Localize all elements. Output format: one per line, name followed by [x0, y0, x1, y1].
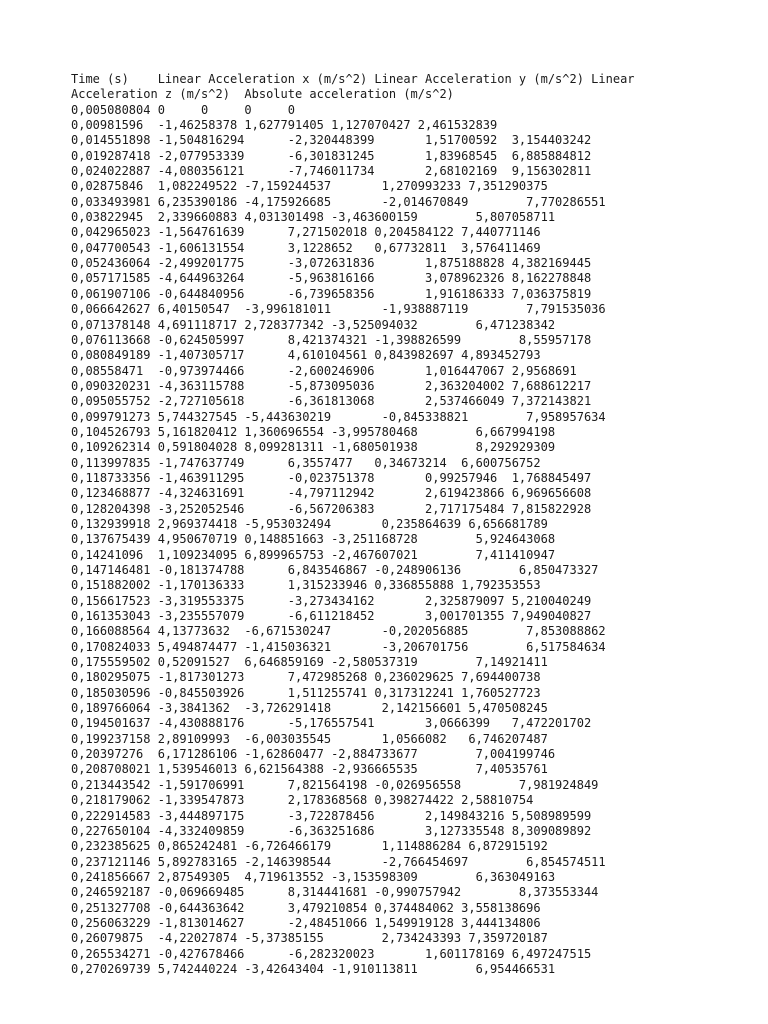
table-row: 0,071378148 4,691118717 2,728377342 -3,525094032 6,471238342 [71, 317, 556, 332]
table-row: 0,132939918 2,969374418 -5,953032494 0,235864639 6,656681789 [71, 516, 548, 531]
table-row: 0,241856667 2,87549305 4,719613552 -3,153598309 6,363049163 [71, 869, 556, 884]
table-row: 0,222914583 -3,444897175 -3,722878456 2,149843216 5,508989599 [71, 808, 592, 823]
table-row: 0,061907106 -0,644840956 -6,739658356 1,916186333 7,036375819 [71, 286, 592, 301]
table-row: 0,109262314 0,591804028 8,099281311 -1,680501938 8,292929309 [71, 440, 556, 455]
table-row: 0,099791273 5,744327545 -5,443630219 -0,845338821 7,958957634 [71, 409, 606, 424]
table-row: 0,156617523 -3,319553375 -3,273434162 2,325879097 5,210040249 [71, 593, 592, 608]
table-row: 0,256063229 -1,813014627 -2,48451066 1,549919128 3,444134806 [71, 915, 541, 930]
table-row: 0,03822945 2,339660883 4,031301498 -3,463600159 5,807058711 [71, 210, 556, 225]
table-row: 0,199237158 2,89109993 -6,003035545 1,0566082 6,746207487 [71, 731, 548, 746]
table-row: 0,26079875 -4,22027874 -5,37385155 2,734243393 7,359720187 [71, 931, 548, 946]
table-row: 0,024022887 -4,080356121 -7,746011734 2,68102169 9,156302811 [71, 164, 592, 179]
table-row: 0,265534271 -0,427678466 -6,282320023 1,601178169 6,497247515 [71, 946, 592, 961]
table-row: 0,128204398 -3,252052546 -6,567206383 2,717175484 7,815822928 [71, 501, 592, 516]
table-row: 0,14241096 1,109234095 6,899965753 -2,467607021 7,411410947 [71, 547, 556, 562]
table-row: 0,218179062 -1,339547873 2,178368568 0,398274422 2,58810754 [71, 793, 534, 808]
data-rows [71, 103, 761, 978]
table-row: 0,104526793 5,161820412 1,360696554 -3,995780468 6,667994198 [71, 424, 556, 439]
table-row: 0,151882002 -1,170136333 1,315233946 0,336855888 1,792353553 [71, 578, 541, 593]
data-table-text [71, 72, 761, 977]
table-row: 0,208708021 1,539546013 6,621564388 -2,936665535 7,40535761 [71, 762, 548, 777]
table-row: 0,180295075 -1,817301273 7,472985268 0,236029625 7,694400738 [71, 670, 541, 685]
table-row: 0,147146481 -0,181374788 6,843546867 -0,248906136 6,850473327 [71, 563, 599, 577]
table-row: 0,057171585 -4,644963264 -5,963816166 3,078962326 8,162278848 [71, 271, 592, 286]
table-row: 0,232385625 0,865242481 -6,726466179 1,114886284 6,872915192 [71, 839, 548, 854]
table-row: 0,090320231 -4,363115788 -5,873095036 2,363204002 7,688612217 [71, 378, 592, 393]
table-row: 0,080849189 -1,407305717 4,610104561 0,843982697 4,893452793 [71, 348, 541, 363]
table-row: 0,213443542 -1,591706991 7,821564198 -0,026956558 7,981924849 [71, 777, 599, 792]
table-row: 0,227650104 -4,332409859 -6,363251686 3,127335548 8,309089892 [71, 823, 592, 838]
table-row: 0,047700543 -1,606131554 3,1228652 0,67732811 3,576411469 [71, 240, 541, 255]
table-row: 0,076113668 -0,624505997 8,421374321 -1,398826599 8,55957178 [71, 332, 592, 347]
table-row: 0,237121146 5,892783165 -2,146398544 -2,766454697 6,854574511 [71, 854, 606, 869]
table-row: 0,170824033 5,494874477 -1,415036321 -3,206701756 6,517584634 [71, 639, 606, 654]
table-row: 0,095055752 -2,727105618 -6,361813068 2,537466049 7,372143821 [71, 394, 592, 409]
table-row: 0,123468877 -4,324631691 -4,797112942 2,619423866 6,969656608 [71, 486, 592, 501]
table-row: 0,066642627 6,40150547 -3,996181011 -1,938887119 7,791535036 [71, 302, 606, 317]
table-row: 0,052436064 -2,499201775 -3,072631836 1,875188828 4,382169445 [71, 256, 592, 271]
table-row: 0,00981596 -1,46258378 1,627791405 1,127070427 2,461532839 [71, 118, 498, 133]
table-row: 0,270269739 5,742440224 -3,42643404 -1,910113811 6,954466531 [71, 961, 556, 976]
table-row: 0,251327708 -0,644363642 3,479210854 0,374484062 3,558138696 [71, 900, 541, 915]
table-row: 0,175559502 0,52091527 6,646859169 -2,580537319 7,14921411 [71, 655, 548, 670]
table-row: 0,166088564 4,13773632 -6,671530247 -0,202056885 7,853088862 [71, 624, 606, 639]
table-row: 0,005080804 0 0 0 0 [71, 102, 295, 117]
table-row: 0,185030596 -0,845503926 1,511255741 0,317312241 1,760527723 [71, 685, 541, 700]
table-row: 0,20397276 6,171286106 -1,62860477 -2,884733677 7,004199746 [71, 747, 556, 762]
table-row: 0,033493981 6,235390186 -4,175926685 -2,014670849 7,770286551 [71, 194, 606, 209]
table-row: 0,118733356 -1,463911295 -0,023751378 0,99257946 1,768845497 [71, 470, 592, 485]
header-line: Time (s) Linear Acceleration x (m/s^2) Linear Acceleration y (m/s^2) Linear [71, 72, 635, 86]
table-row: 0,137675439 4,950670719 0,148851663 -3,251168728 5,924643068 [71, 532, 556, 547]
table-row: 0,161353043 -3,235557079 -6,611218452 3,001701355 7,949040827 [71, 609, 592, 624]
table-row: 0,02875846 1,082249522 -7,159244537 1,270993233 7,351290375 [71, 179, 548, 194]
table-row: 0,246592187 -0,069669485 8,314441681 -0,990757942 8,373553344 [71, 885, 599, 900]
table-row: 0,08558471 -0,973974466 -2,600246906 1,016447067 2,9568691 [71, 363, 577, 378]
table-row: 0,194501637 -4,430888176 -5,176557541 3,0666399 7,472201702 [71, 716, 592, 731]
header-line: Acceleration z (m/s^2) Absolute acceleration (m/s^2) [71, 87, 454, 102]
table-row: 0,113997835 -1,747637749 6,3557477 0,34673214 6,600756752 [71, 455, 541, 470]
table-row: 0,019287418 -2,077953339 -6,301831245 1,83968545 6,885884812 [71, 148, 592, 163]
table-row: 0,014551898 -1,504816294 -2,320448399 1,51700592 3,154403242 [71, 133, 592, 148]
table-row: 0,189766064 -3,3841362 -3,726291418 2,142156601 5,470508245 [71, 701, 548, 716]
table-row: 0,042965023 -1,564761639 7,271502018 0,204584122 7,440771146 [71, 225, 541, 240]
